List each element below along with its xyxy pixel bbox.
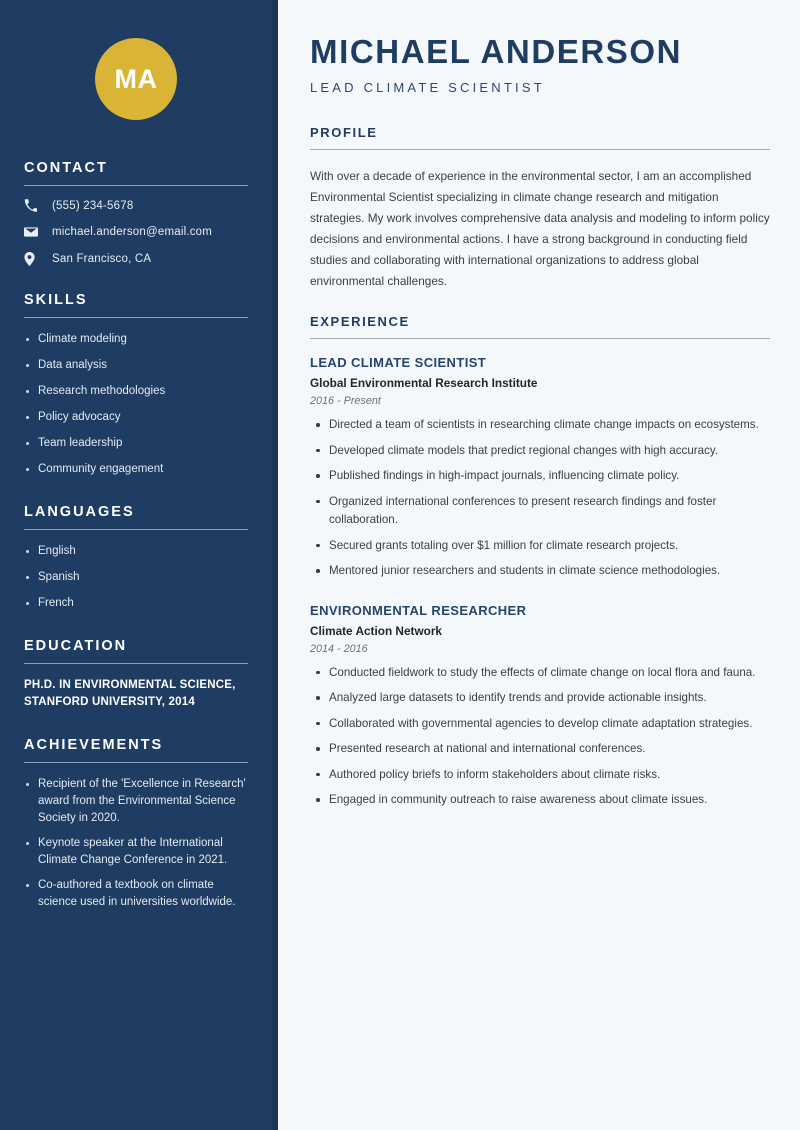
list-item: Policy advocacy [24, 409, 248, 426]
experience-role: LEAD CLIMATE SCIENTIST [310, 355, 487, 370]
main-content [278, 0, 800, 1130]
achievements-section [24, 737, 248, 911]
contact-location-value: San Francisco, CA [52, 253, 152, 265]
email-icon [24, 225, 41, 239]
list-item: Recipient of the 'Excellence in Research' award from the Environmental Science Society in 2020. [24, 776, 248, 827]
experience-section [310, 314, 770, 810]
languages-section [24, 504, 248, 612]
experience-entry [310, 355, 770, 581]
experience-entry [310, 603, 770, 810]
profile-text: With over a decade of experience in the environmental sector, I am an accomplished Environmental Scientist specializing in climate change research and mitigation strategies. My work involves comprehensive data analysis and modeling to inform policy decisions and environmental actions. I have a strong background in conducting field studies and collaborating with international organizations to address global environmental challenges. [310, 169, 770, 288]
list-item: Spanish [24, 569, 248, 586]
education-institution: STANFORD UNIVERSITY, 2014 [24, 696, 195, 708]
achievements-heading: ACHIEVEMENTS [24, 737, 164, 753]
education-divider [24, 663, 248, 664]
list-item: Team leadership [24, 435, 248, 452]
page-title: MICHAEL ANDERSON [310, 33, 683, 70]
skills-divider [24, 317, 248, 318]
contact-item-email[interactable] [24, 225, 248, 239]
achievements-list [24, 776, 248, 911]
list-item: Conducted fieldwork to study the effects of climate change on local flora and fauna. [310, 664, 770, 683]
skills-section [24, 292, 248, 478]
languages-divider [24, 529, 248, 530]
education-section [24, 638, 248, 711]
languages-heading: LANGUAGES [24, 504, 135, 520]
avatar-container [24, 0, 248, 160]
location-pin-icon [24, 252, 41, 266]
list-item: Published findings in high-impact journals, influencing climate policy. [310, 467, 770, 486]
profile-heading: PROFILE [310, 125, 378, 140]
experience-divider [310, 338, 770, 339]
list-item: Research methodologies [24, 383, 248, 400]
list-item: Climate modeling [24, 331, 248, 348]
education-heading: EDUCATION [24, 638, 128, 654]
list-item: Authored policy briefs to inform stakeholders about climate risks. [310, 766, 770, 785]
experience-company: Climate Action Network [310, 623, 442, 638]
languages-list [24, 543, 248, 612]
education-degree: PH.D. IN ENVIRONMENTAL SCIENCE, [24, 679, 236, 691]
list-item: Analyzed large datasets to identify trends and provide actionable insights. [310, 689, 770, 708]
experience-bullet-list [310, 416, 770, 581]
phone-icon [24, 199, 41, 212]
list-item: English [24, 543, 248, 560]
skills-list [24, 331, 248, 478]
list-item: Mentored junior researchers and students in climate science methodologies. [310, 562, 770, 581]
list-item: Keynote speaker at the International Climate Change Conference in 2021. [24, 835, 248, 869]
education-entry [24, 677, 248, 711]
contact-divider [24, 185, 248, 186]
contact-item-phone[interactable] [24, 199, 248, 212]
job-title: LEAD CLIMATE SCIENTIST [310, 80, 545, 95]
avatar-initials: MA [114, 63, 158, 94]
achievements-divider [24, 762, 248, 763]
contact-email-value: michael.anderson@email.com [52, 226, 213, 238]
list-item: Co-authored a textbook on climate science used in universities worldwide. [24, 877, 248, 911]
experience-company: Global Environmental Research Institute [310, 376, 538, 390]
contact-section [24, 160, 248, 266]
contact-item-location[interactable] [24, 252, 248, 266]
skills-heading: SKILLS [24, 292, 88, 308]
list-item: Collaborated with governmental agencies to develop climate adaptation strategies. [310, 715, 770, 734]
list-item: Engaged in community outreach to raise awareness about climate issues. [310, 791, 770, 810]
contact-phone-value: (555) 234-5678 [52, 199, 134, 212]
list-item: Community engagement [24, 461, 248, 478]
list-item: Organized international conferences to present research findings and foster collaboration. [310, 493, 770, 530]
experience-dates: 2016 - Present [310, 395, 381, 407]
profile-section [310, 125, 770, 292]
list-item: French [24, 595, 248, 612]
list-item: Presented research at national and international conferences. [310, 740, 770, 759]
sidebar [0, 0, 278, 1130]
experience-bullet-list [310, 664, 770, 810]
experience-heading: EXPERIENCE [310, 314, 410, 329]
list-item: Data analysis [24, 357, 248, 374]
avatar [95, 38, 177, 120]
experience-dates: 2014 - 2016 [310, 642, 368, 655]
profile-divider [310, 149, 770, 150]
list-item: Directed a team of scientists in researching climate change impacts on ecosystems. [310, 416, 770, 435]
list-item: Secured grants totaling over $1 million for climate research projects. [310, 537, 770, 556]
list-item: Developed climate models that predict regional changes with high accuracy. [310, 442, 770, 461]
experience-role: ENVIRONMENTAL RESEARCHER [310, 602, 527, 618]
contact-heading: CONTACT [24, 160, 108, 176]
